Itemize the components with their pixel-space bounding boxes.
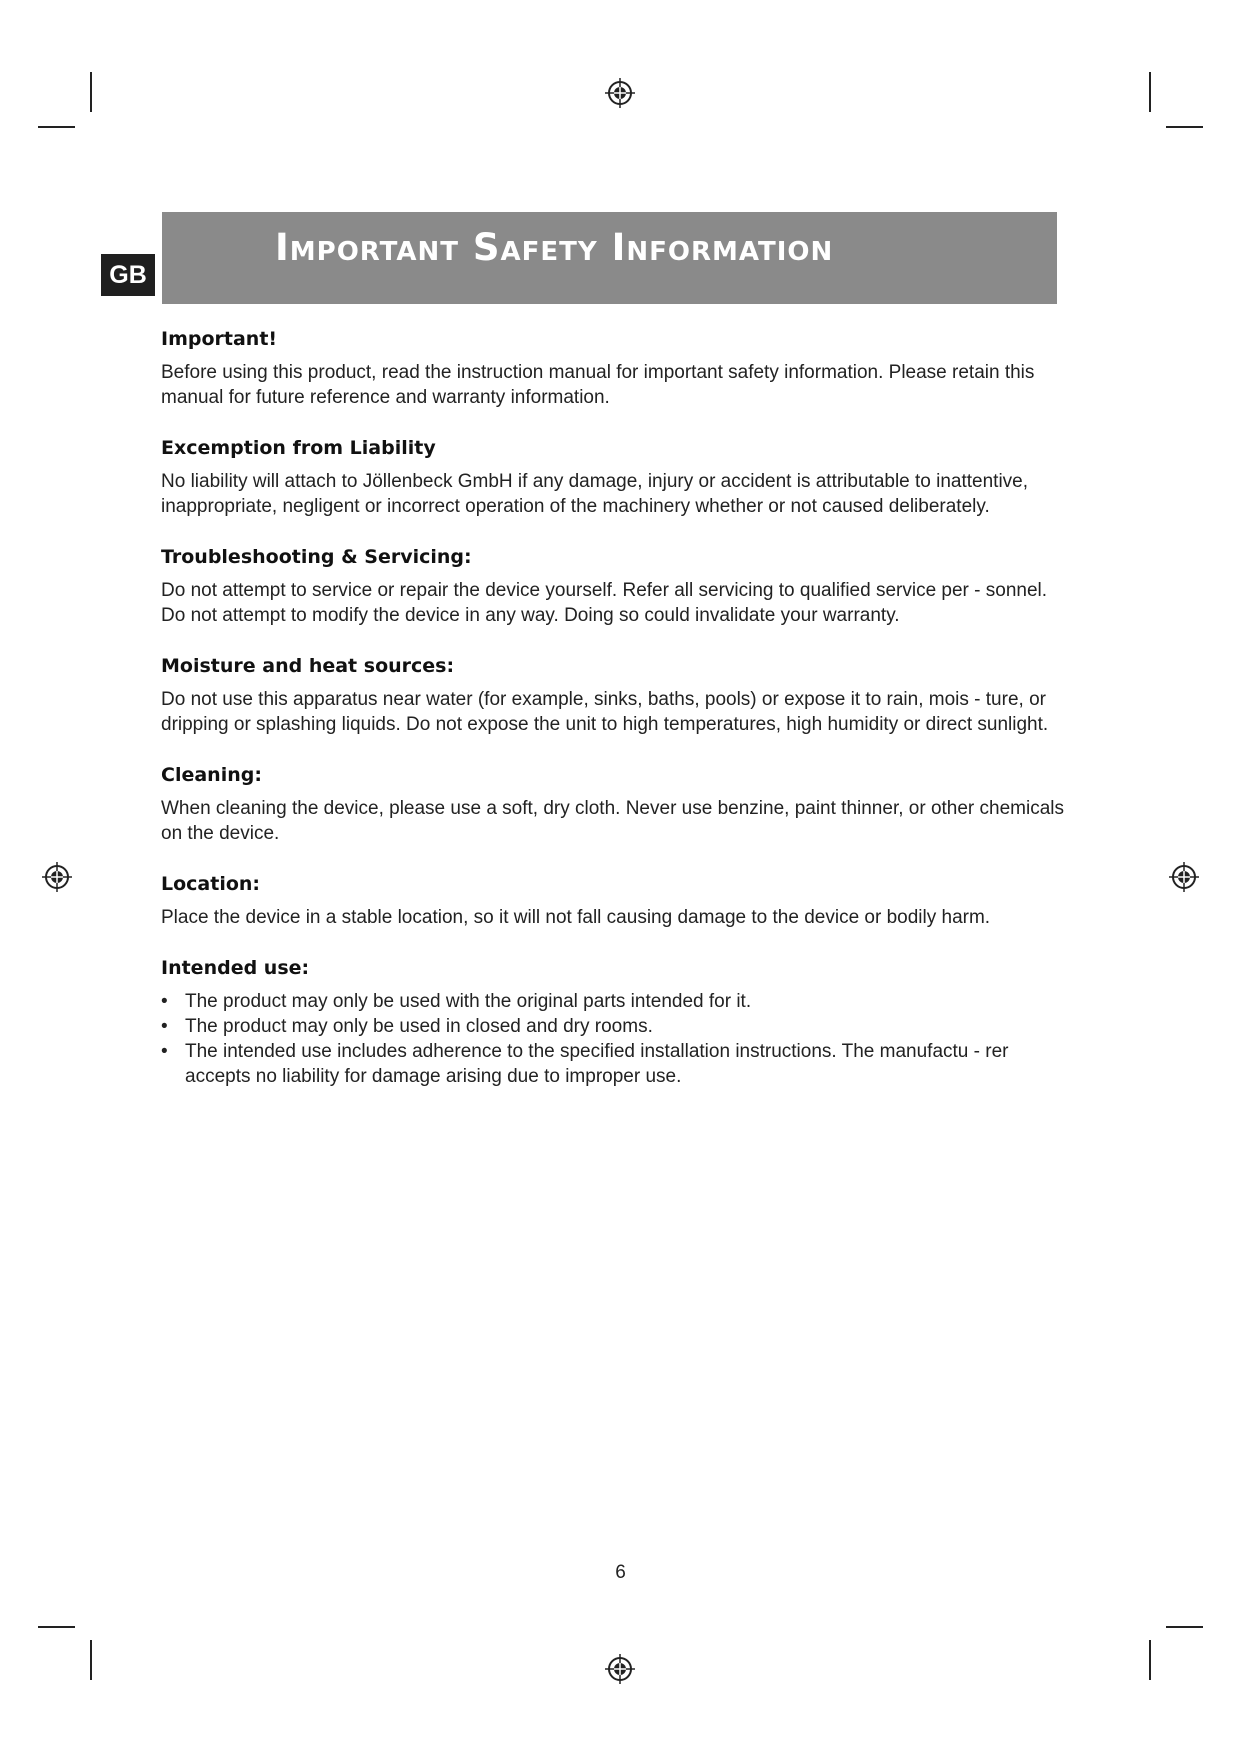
section-text: No liability will attach to Jöllenbeck GmbH if any damage, injury or accident is attributable to inattentive, inappropriate, negligent or incorrect operation of the machinery whether or not caused deliberately. [161,471,1029,517]
page-header [162,212,1057,304]
registration-mark-icon [603,1652,637,1686]
list-item-text: The product may only be used in closed and dry rooms. [185,1016,653,1037]
crop-mark [1166,1626,1203,1628]
section-text: Do not use this apparatus near water (for example, sinks, baths, pools) or expose it to rain, mois - ture, or dripping or splashing liquids. Do not expose the unit to high temperatures, high humidity or direct sunlight. [161,689,1049,735]
list-item [161,1039,1066,1089]
section-intended-use [161,956,1066,1089]
crop-mark [38,126,75,128]
section-text: Do not attempt to service or repair the device yourself. Refer all servicing to qualified service per - sonnel. Do not attempt to modify the device in any way. Doing so could invalidate your warranty. [161,580,1048,626]
list-item-text: The intended use includes adherence to the specified installation instructions. The manufactu - rer accepts no liability for damage arising due to improper use. [185,1041,1009,1087]
bullet-list [161,989,1066,1089]
section-heading: Excemption from Liability [161,437,436,459]
registration-mark-icon [40,860,74,894]
language-tab: GB [101,254,155,296]
safety-content [161,327,1066,1115]
section-liability [161,436,1066,519]
section-text: Before using this product, read the instruction manual for important safety information. Please retain this manual for future reference and warranty information. [161,362,1035,408]
crop-mark [38,1626,75,1628]
crop-mark [1149,1640,1151,1680]
section-text: Place the device in a stable location, so it will not fall causing damage to the device or bodily harm. [161,907,991,928]
page-number: 6 [615,1562,626,1583]
section-heading: Intended use: [161,957,310,979]
list-item [161,989,1066,1014]
section-heading: Moisture and heat sources: [161,655,455,677]
crop-mark [1166,126,1203,128]
section-text: When cleaning the device, please use a soft, dry cloth. Never use benzine, paint thinner, or other chemicals on the device. [161,798,1065,844]
registration-mark-icon [1167,860,1201,894]
crop-mark [1149,72,1151,112]
page-title: Important Safety Information [275,226,834,269]
section-heading: Important! [161,328,278,350]
section-troubleshooting [161,545,1066,628]
section-heading: Troubleshooting & Servicing: [161,546,472,568]
registration-mark-icon [603,76,637,110]
crop-mark [90,1640,92,1680]
section-important [161,327,1066,410]
list-item [161,1014,1066,1039]
bullet-icon: • [161,1041,168,1062]
section-cleaning [161,763,1066,846]
section-moisture [161,654,1066,737]
bullet-icon: • [161,991,168,1012]
section-heading: Location: [161,873,261,895]
list-item-text: The product may only be used with the original parts intended for it. [185,991,752,1012]
section-location [161,872,1066,930]
bullet-icon: • [161,1016,168,1037]
section-heading: Cleaning: [161,764,262,786]
crop-mark [90,72,92,112]
